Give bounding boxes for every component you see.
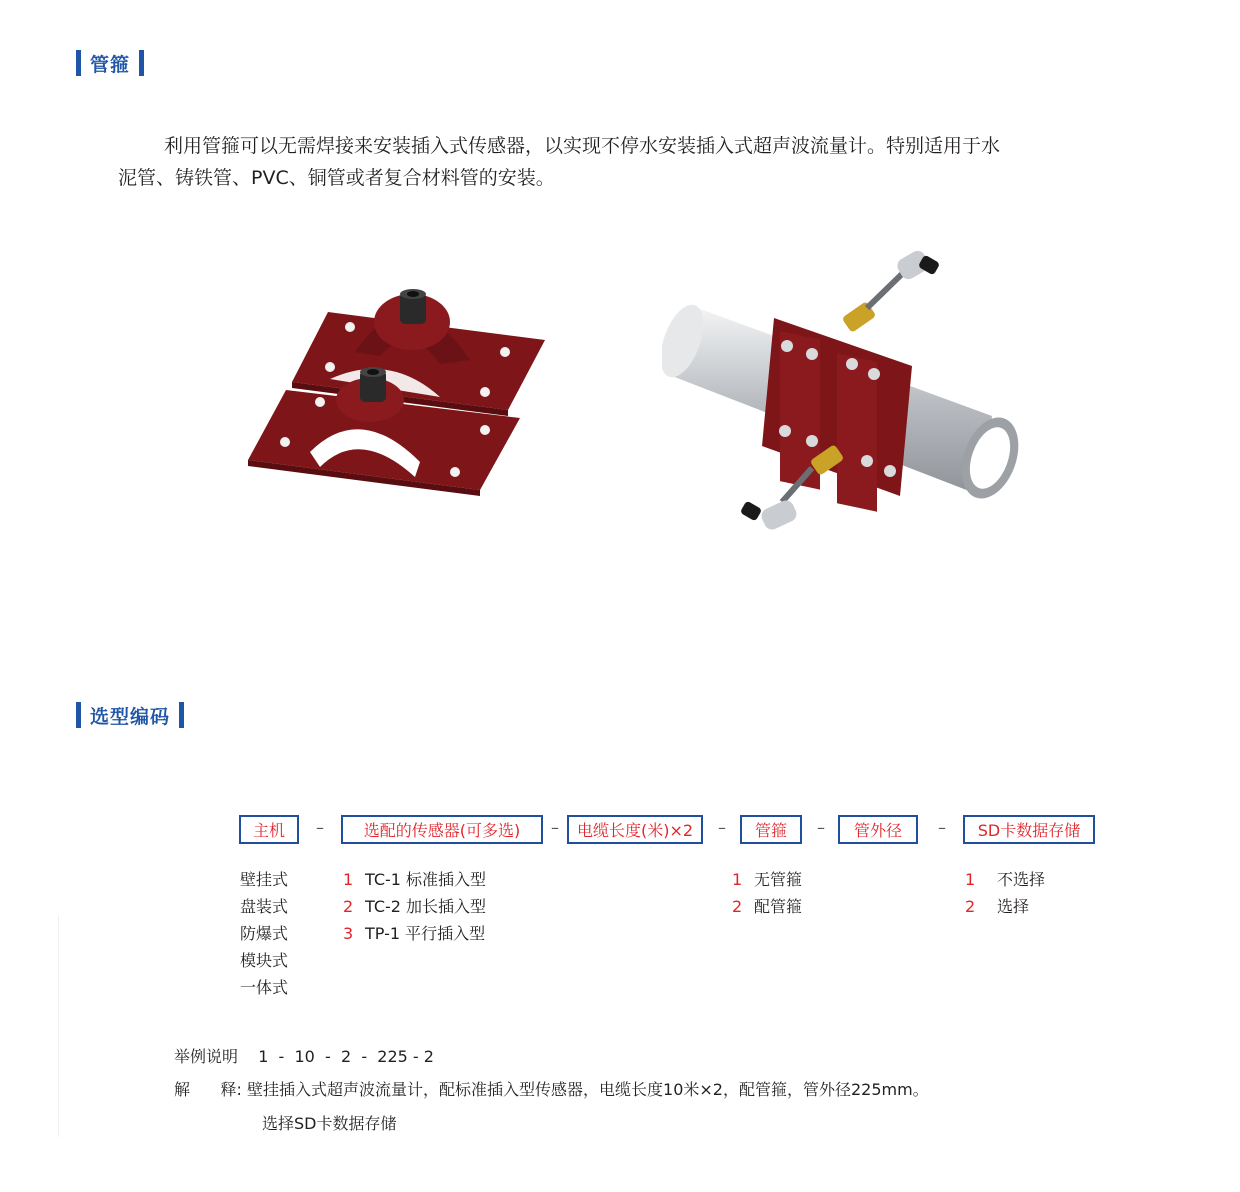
option-label: TC-1 标准插入型 <box>365 870 487 889</box>
host-option: 模块式 <box>240 951 289 970</box>
code-box-clamp: 管箍 <box>740 815 802 844</box>
code-box-pipe-od: 管外径 <box>838 815 918 844</box>
header-bar-left <box>76 50 81 76</box>
option-number: 2 <box>965 897 976 916</box>
intro-line-2: 泥管、铸铁管、PVC、铜管或者复合材料管的安装。 <box>118 167 555 189</box>
option-label: 配管箍 <box>754 897 803 916</box>
option-label: 不选择 <box>997 870 1046 889</box>
header-bar-right <box>139 50 144 76</box>
clamp-on-pipe-image <box>662 246 1042 546</box>
code-box-host: 主机 <box>239 815 299 844</box>
section-header-ordering-code <box>76 700 184 730</box>
header-bar-right <box>179 702 184 728</box>
option-label: 选择 <box>997 897 1030 916</box>
code-separator: – <box>938 818 946 837</box>
explanation-label: 解 释: <box>174 1080 242 1099</box>
sensor-option <box>343 867 486 890</box>
option-label: TP-1 平行插入型 <box>365 924 486 943</box>
example-label: 举例说明 <box>174 1047 239 1066</box>
host-option: 壁挂式 <box>240 870 289 889</box>
code-box-sd-storage: SD卡数据存储 <box>963 815 1095 844</box>
section-title: 选型编码 <box>90 705 171 728</box>
intro-paragraph <box>118 130 1118 194</box>
explanation-line-2: 选择SD卡数据存储 <box>262 1114 397 1133</box>
option-number: 1 <box>343 870 354 889</box>
option-label: 无管箍 <box>754 870 803 889</box>
example-code: 1 - 10 - 2 - 225 - 2 <box>258 1047 434 1066</box>
clamp-assembly <box>762 318 912 512</box>
clamp-option <box>732 867 802 890</box>
code-separator: – <box>316 818 324 837</box>
example-row <box>174 1044 434 1067</box>
section-title: 管箍 <box>90 53 131 76</box>
clamp-option <box>732 894 802 917</box>
sd-option <box>965 894 1029 917</box>
code-separator: – <box>718 818 726 837</box>
option-number: 1 <box>732 870 743 889</box>
intro-line-1: 利用管箍可以无需焊接来安装插入式传感器，以实现不停水安装插入式超声波流量计。特别适用于水 <box>164 135 1001 157</box>
section-header-clamp <box>76 48 144 78</box>
sensor-option <box>343 921 485 944</box>
host-option: 盘装式 <box>240 897 289 916</box>
code-separator: – <box>551 818 559 837</box>
option-number: 2 <box>343 897 354 916</box>
host-option: 一体式 <box>240 978 289 997</box>
upper-sensor <box>842 248 941 333</box>
option-number: 1 <box>965 870 976 889</box>
host-option: 防爆式 <box>240 924 289 943</box>
option-number: 3 <box>343 924 354 943</box>
sd-option <box>965 867 1045 890</box>
sensor-option <box>343 894 486 917</box>
code-separator: – <box>817 818 825 837</box>
clamp-halves-image <box>240 282 550 497</box>
explanation-line-1: 壁挂插入式超声波流量计，配标准插入型传感器，电缆长度10米×2，配管箍，管外径225mm。 <box>247 1080 929 1099</box>
page-edge-line <box>58 915 59 1137</box>
code-box-sensor: 选配的传感器(可多选) <box>341 815 543 844</box>
option-label: TC-2 加长插入型 <box>365 897 487 916</box>
option-number: 2 <box>732 897 743 916</box>
explanation-row <box>174 1077 929 1100</box>
code-box-cable-length: 电缆长度(米)×2 <box>567 815 703 844</box>
header-bar-left <box>76 702 81 728</box>
